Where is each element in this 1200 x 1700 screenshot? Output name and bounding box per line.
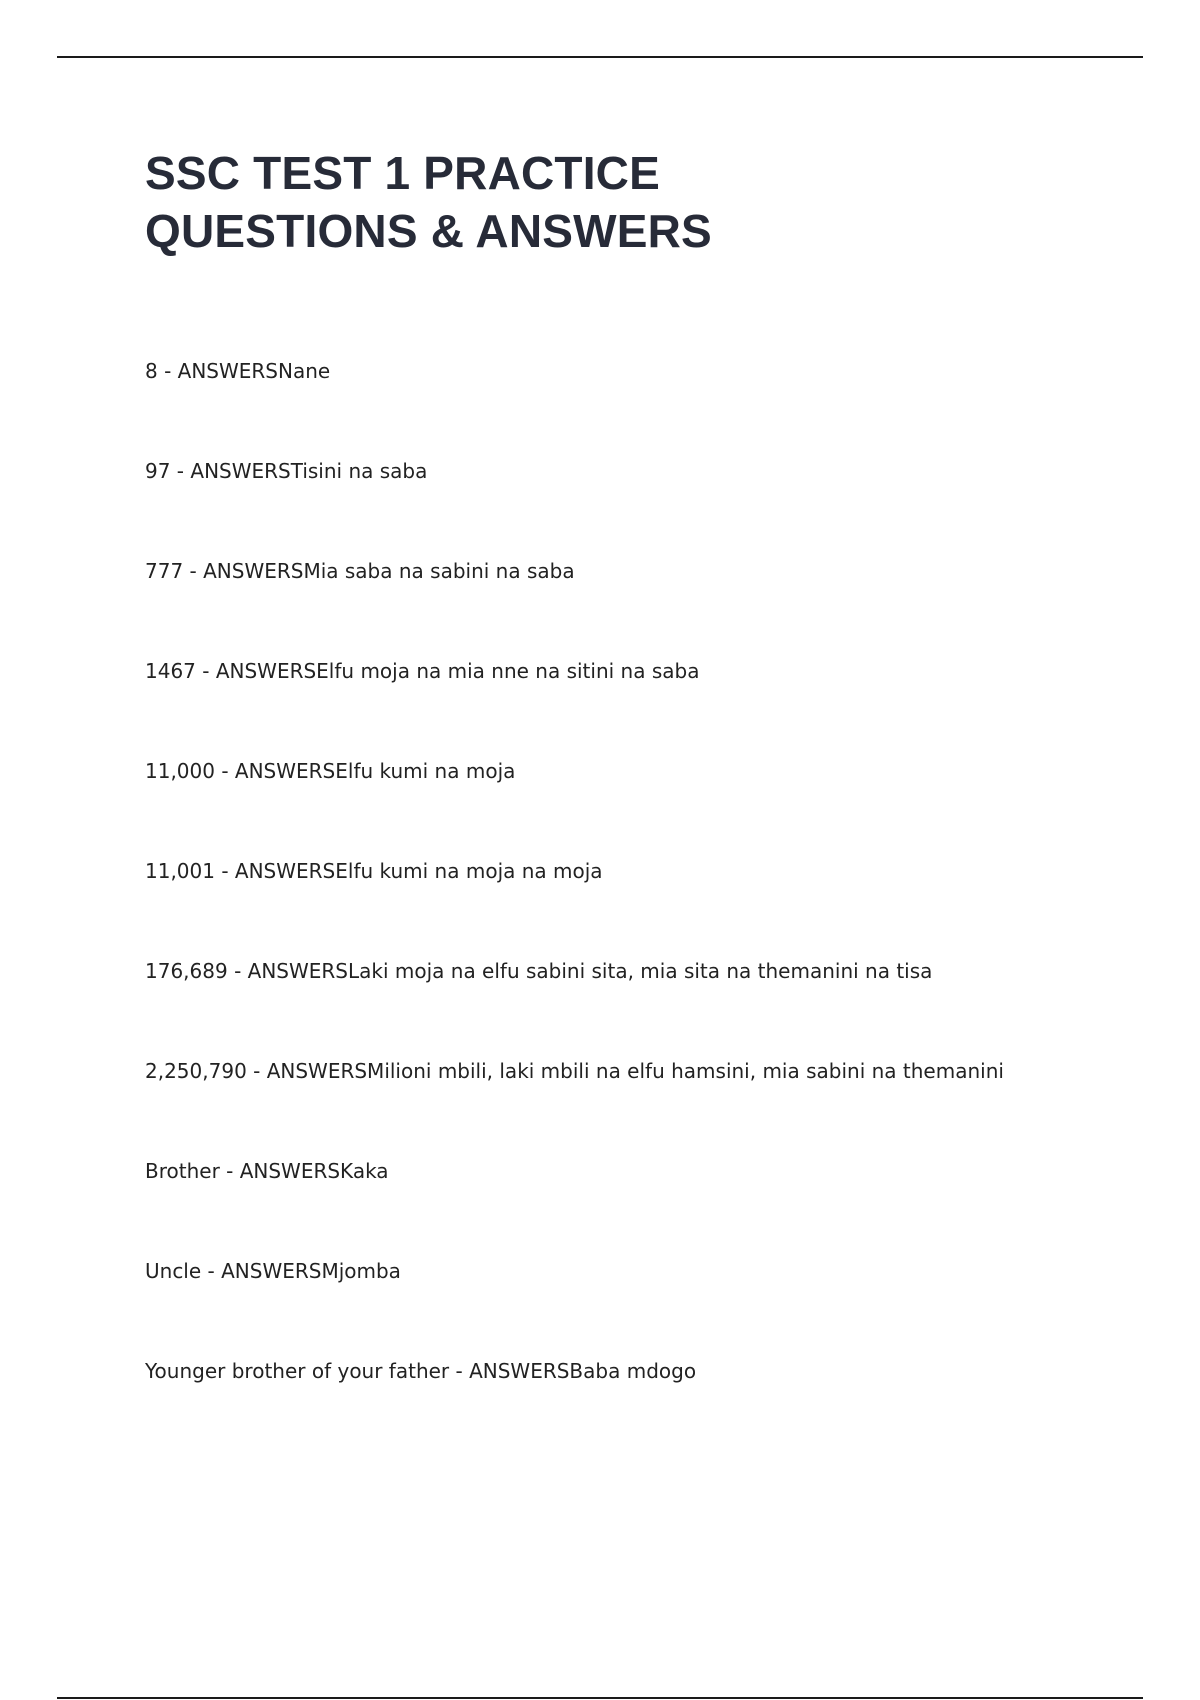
page-title: [145, 144, 1045, 260]
qa-item: Brother - ANSWERSKaka: [145, 1159, 389, 1183]
title-line-1: SSC TEST 1 PRACTICE: [145, 147, 660, 199]
qa-item: Uncle - ANSWERSMjomba: [145, 1259, 401, 1283]
qa-item: 2,250,790 - ANSWERSMilioni mbili, laki mbili na elfu hamsini, mia sabini na themanini: [145, 1059, 1004, 1083]
title-line-2: QUESTIONS & ANSWERS: [145, 205, 712, 257]
qa-item: 777 - ANSWERSMia saba na sabini na saba: [145, 559, 575, 583]
qa-item: 11,000 - ANSWERSElfu kumi na moja: [145, 759, 516, 783]
bottom-divider: [57, 1697, 1143, 1699]
qa-item: 11,001 - ANSWERSElfu kumi na moja na moja: [145, 859, 603, 883]
qa-list: [145, 356, 1145, 1456]
top-divider: [57, 56, 1143, 58]
qa-item: 176,689 - ANSWERSLaki moja na elfu sabini sita, mia sita na themanini na tisa: [145, 959, 933, 983]
qa-item: 97 - ANSWERSTisini na saba: [145, 459, 428, 483]
qa-item: Younger brother of your father - ANSWERSBaba mdogo: [145, 1359, 697, 1383]
qa-item: 1467 - ANSWERSElfu moja na mia nne na sitini na saba: [145, 659, 700, 683]
qa-item: 8 - ANSWERSNane: [145, 359, 331, 383]
